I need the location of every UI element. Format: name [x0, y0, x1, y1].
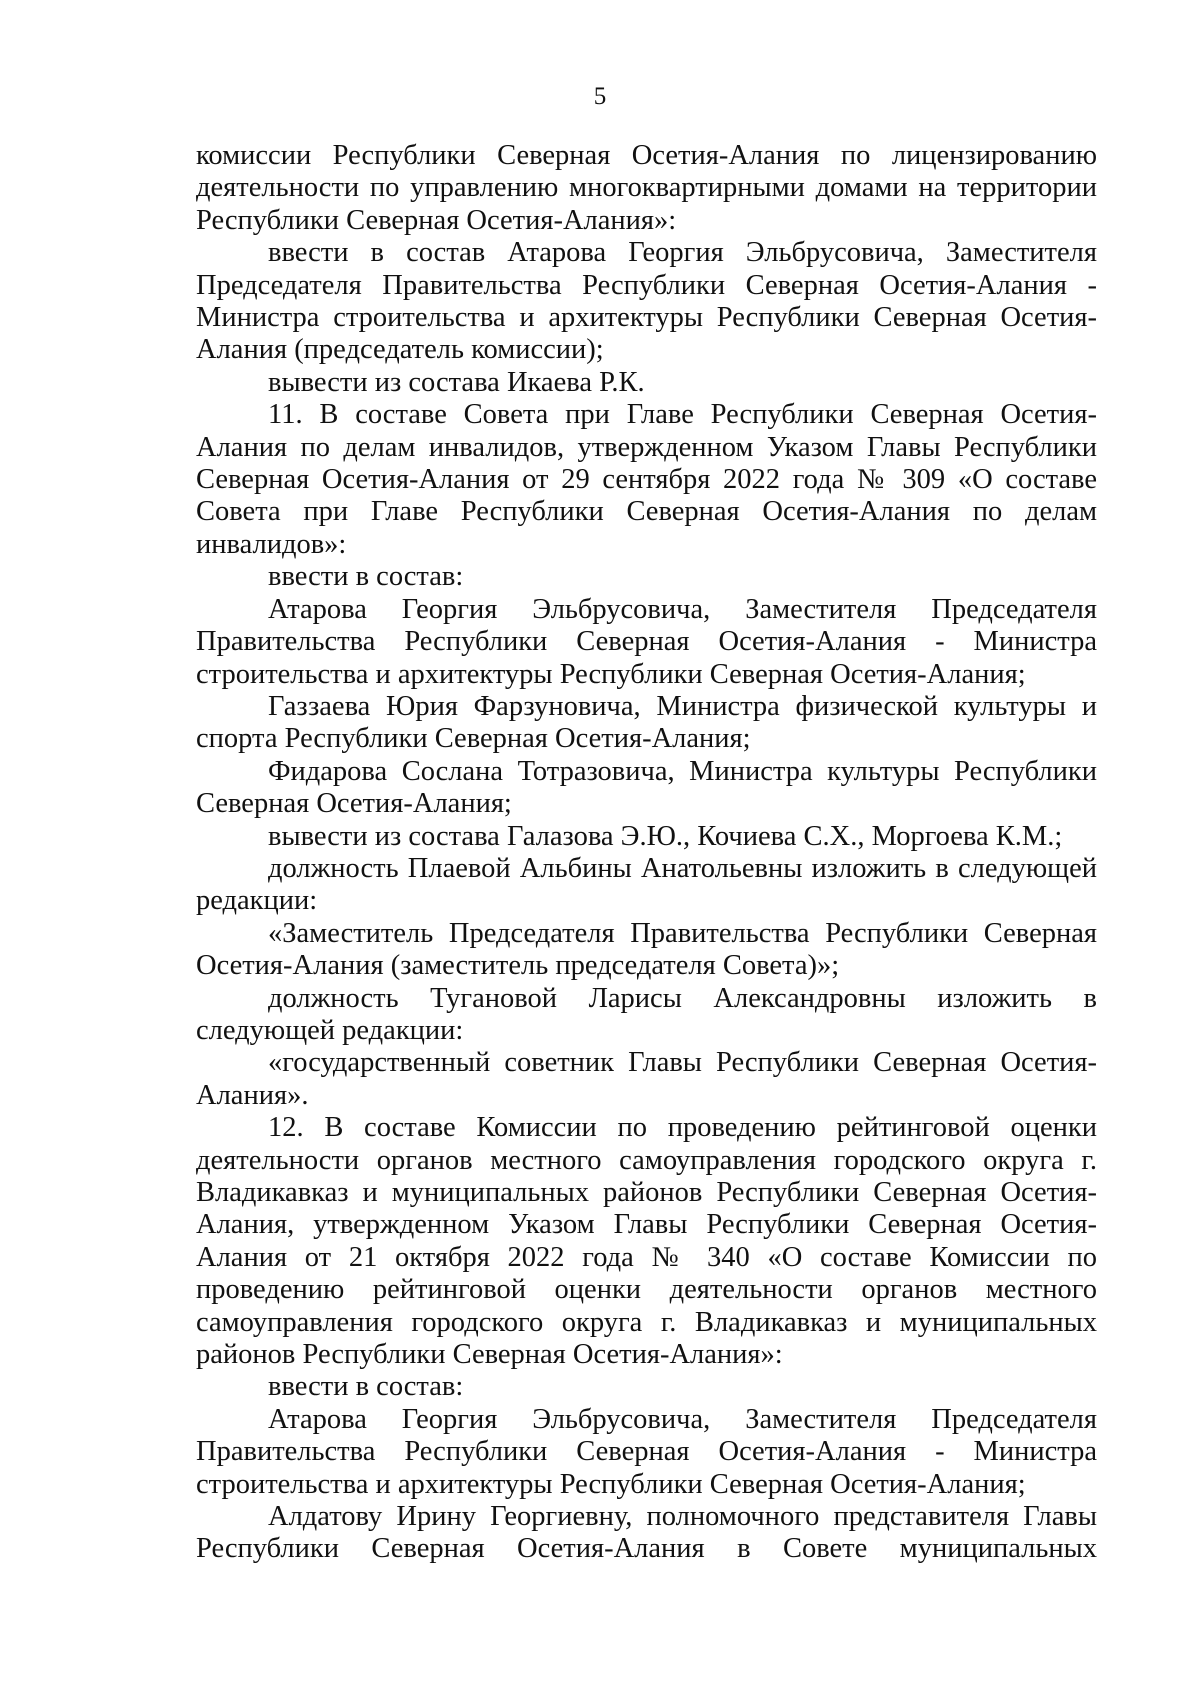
paragraph: должность Тугановой Ларисы Александровны изложить в следующей редакции:	[196, 982, 1097, 1046]
paragraph: 12. В составе Комиссии по проведению рейтинговой оценки деятельности органов местного самоуправления городского округа г. Владикавказ и муниципальных районов Республики Северная Осетия-Алания, утвержденном Указом Главы Республики Северная Осетия-Алания от 21 октября 2022 года № 340 «О составе Комиссии по проведению рейтинговой оценки деятельности органов местного самоуправления городского округа г. Владикавказ и муниципальных районов Республики Северная Осетия-Алания»:	[196, 1112, 1097, 1371]
page-number: 5	[593, 83, 607, 110]
paragraph: вывести из состава Галазова Э.Ю., Кочиева С.Х., Моргоева К.М.;	[268, 820, 1063, 852]
paragraph: Атарова Георгия Эльбрусовича, Заместителя Председателя Правительства Республики Северная Осетия-Алания - Министра строительства и архитектуры Республики Северная Осетия-Алания;	[196, 1403, 1097, 1500]
paragraph: 11. В составе Совета при Главе Республики Северная Осетия-Алания по делам инвалидов, утвержденном Указом Главы Республики Северная Осетия-Алания от 29 сентября 2022 года № 309 «О составе Совета при Главе Республики Северная Осетия-Алания по делам инвалидов»:	[196, 399, 1097, 560]
paragraph: Атарова Георгия Эльбрусовича, Заместителя Председателя Правительства Республики Северная Осетия-Алания - Министра строительства и архитектуры Республики Северная Осетия-Алания;	[196, 593, 1097, 690]
paragraph: «Заместитель Председателя Правительства Республики Северная Осетия-Алания (заместитель председателя Совета)»;	[196, 917, 1097, 982]
paragraph: ввести в состав:	[268, 1371, 464, 1403]
paragraph: Алдатову Ирину Георгиевну, полномочного представителя Главы Республики Северная Осетия-Алания в Совете муниципальных	[196, 1501, 1097, 1565]
paragraph: Фидарова Сослана Тотразовича, Министра культуры Республики Северная Осетия-Алания;	[196, 755, 1097, 820]
paragraph: «государственный советник Главы Республики Северная Осетия-Алания».	[196, 1047, 1097, 1111]
paragraph: должность Плаевой Альбины Анатольевны изложить в следующей редакции:	[196, 852, 1097, 917]
paragraph: комиссии Республики Северная Осетия-Алания по лицензированию деятельности по управлению многоквартирными домами на территории Республики Северная Осетия-Алания»:	[196, 140, 1097, 236]
paragraph: ввести в состав Атарова Георгия Эльбрусовича, Заместителя Председателя Правительства Республики Северная Осетия-Алания - Министра строительства и архитектуры Республики Северная Осетия-Алания (председатель комиссии);	[196, 237, 1097, 366]
paragraph: Газзаева Юрия Фарзуновича, Министра физической культуры и спорта Республики Северная Осетия-Алания;	[196, 690, 1097, 755]
document-body	[196, 140, 1097, 1566]
paragraph: вывести из состава Икаева Р.К.	[268, 366, 645, 398]
paragraph: ввести в состав:	[268, 561, 464, 593]
